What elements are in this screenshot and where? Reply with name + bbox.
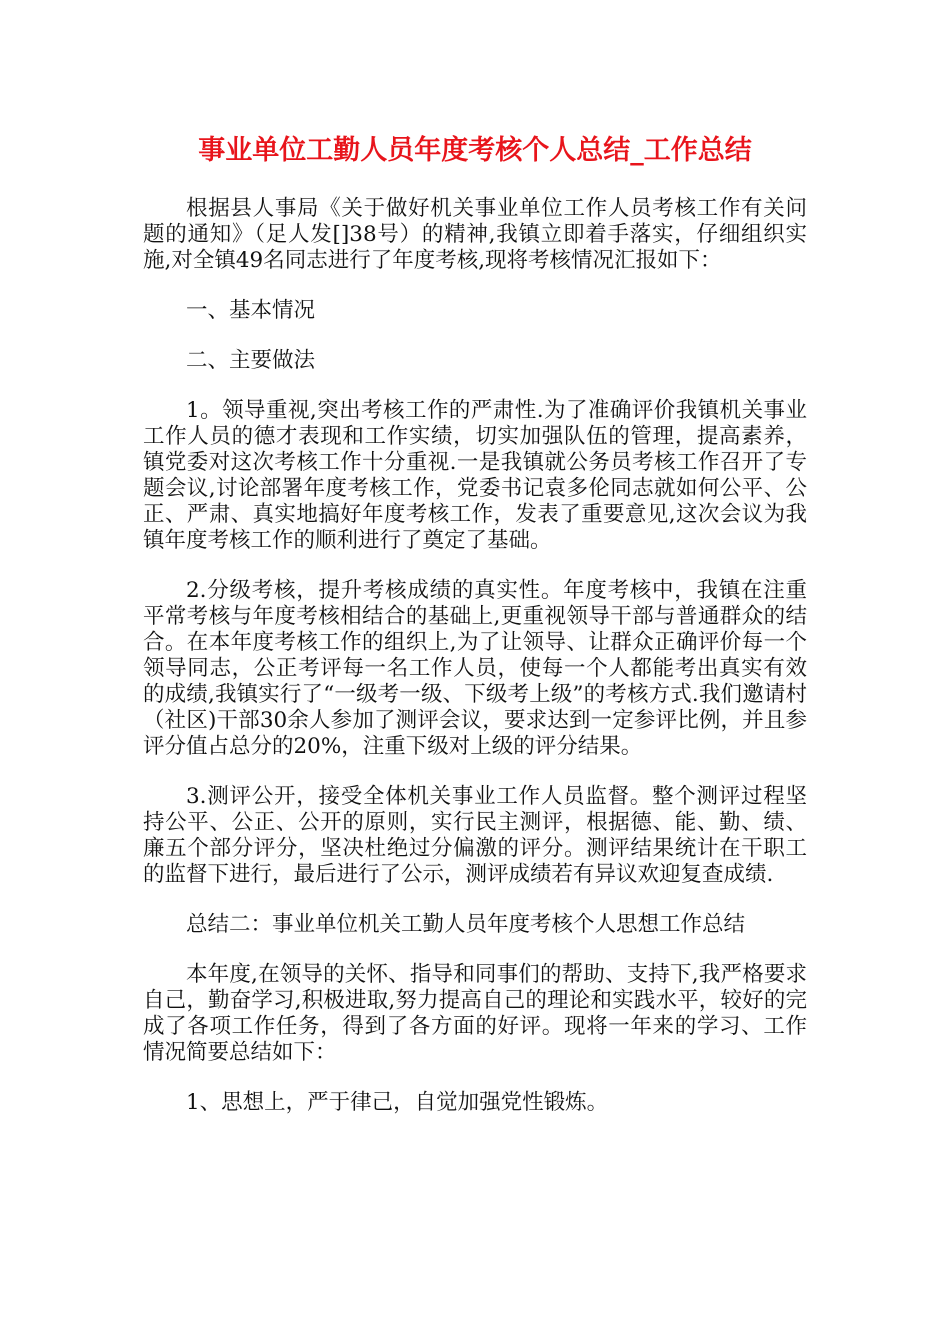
paragraph-intro: 根据县人事局《关于做好机关事业单位工作人员考核工作有关问题的通知》（足人发[]38号）的精神,我镇立即着手落实，仔细组织实施,对全镇49名同志进行了年度考核,现将考核情况汇报如下：: [143, 196, 807, 273]
paragraph-item-2: 2.分级考核，提升考核成绩的真实性。年度考核中，我镇在注重平常考核与年度考核相结合的基础上,更重视领导干部与普通群众的结合。在本年度考核工作的组织上,为了让领导、让群众正确评价每一个领导同志，公正考评每一名工作人员，使每一个人都能考出真实有效的成绩,我镇实行了“一级考一级、下级考上级”的考核方式.我们邀请村（社区)干部30余人参加了测评会议，要求达到一定参评比例，并且参评分值占总分的20%，注重下级对上级的评分结果。: [143, 578, 807, 759]
paragraph-summary-intro: 本年度,在领导的关怀、指导和同事们的帮助、支持下,我严格要求自己，勤奋学习,积极进取,努力提高自己的理论和实践水平，较好的完成了各项工作任务，得到了各方面的好评。现将一年来的学习、工作情况简要总结如下：: [143, 962, 807, 1065]
paragraph-item-1: 1。领导重视,突出考核工作的严肃性.为了准确评价我镇机关事业工作人员的德才表现和工作实绩，切实加强队伍的管理，提高素养，镇党委对这次考核工作十分重视.一是我镇就公务员考核工作召开了专题会议,讨论部署年度考核工作，党委书记袁多伦同志就如何公平、公正、严肃、真实地搞好年度考核工作，发表了重要意见,这次会议为我镇年度考核工作的顺利进行了奠定了基础。: [143, 398, 807, 553]
document-body: [143, 196, 807, 1140]
section-heading-methods: 二、主要做法: [186, 348, 316, 373]
paragraph-item-3: 3.测评公开，接受全体机关事业工作人员监督。整个测评过程坚持公平、公正、公开的原则，实行民主测评，根据德、能、勤、绩、廉五个部分评分，坚决杜绝过分偏激的评分。测评结果统计在干职工的监督下进行，最后进行了公示，测评成绩若有异议欢迎复查成绩.: [143, 784, 807, 887]
paragraph-thought: 1、思想上，严于律己，自觉加强党性锻炼。: [186, 1090, 609, 1115]
section-heading-basic: 一、基本情况: [186, 298, 316, 323]
document-title: 事业单位工勤人员年度考核个人总结_工作总结: [198, 135, 752, 166]
summary-two-heading: 总结二：事业单位机关工勤人员年度考核个人思想工作总结: [186, 912, 746, 937]
